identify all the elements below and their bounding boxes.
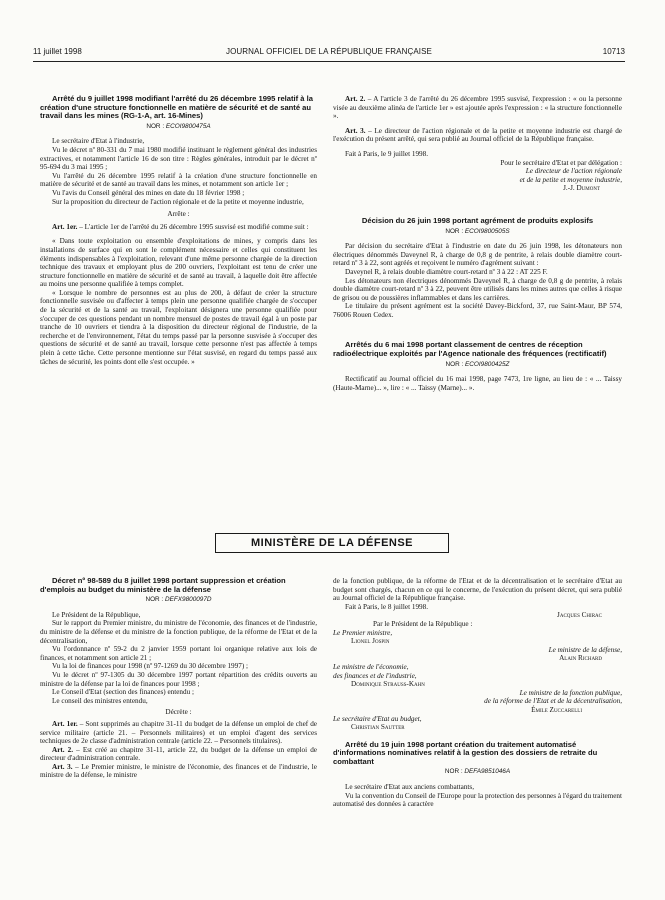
paragraph: Daveynel R, à relais double diamètre court-retard nº 3 à 22 : AT 225 F. [345, 267, 548, 276]
nor-reference: NOR : ECOI9800425Z [445, 360, 510, 368]
paragraph: Le secrétaire d'Etat à l'industrie, [52, 137, 145, 146]
paragraph: Vu l'arrêté du 26 décembre 1995 relatif à la création d'une structure fonctionnelle en matière de sécurité et de santé au travail dans les mines, et notamment son article 1er ; [40, 171, 317, 189]
signatory-name: Alain Richard [559, 654, 602, 663]
paragraph: Rectificatif au Journal officiel du 16 mai 1998, page 7473, 1re ligne, au lieu de : « ... Taissy (Haute-Marne)... », lire : « ... Taissy (Marne)... ». [333, 375, 622, 392]
signatory-name: Émile Zuccarelli [531, 705, 582, 714]
article-2: Art. 2. – Est créé au chapitre 31-11, article 22, du budget de la défense un emploi de directeur d'administration centrale. [40, 745, 318, 763]
par-le-president: Par le Président de la République : [373, 619, 473, 628]
signatory-name: J.-J. Dumont [563, 184, 600, 193]
paragraph: Sur la proposition du directeur de l'action régionale et de la petite et moyenne industrie, [52, 197, 304, 206]
column-1 [40, 95, 317, 366]
signatory-name: Lionel Jospin [351, 637, 390, 646]
page-header [33, 47, 625, 59]
arrete-19-juin-title: Arrêté du 19 juin 1998 portant création du traitement automatisé d'informations nominatives relatif à la gestion des dossiers de retraite du combattant [333, 739, 598, 766]
paragraph: Vu le décret nº 80-331 du 7 mai 1980 modifié instituant le règlement général des industries extractives, et notamment l'article 16 de son titre : Règles générales, introduit par le décret nº 95-694 du 3 mai 1995 ; [40, 145, 317, 172]
signatory-role: Le ministre de l'économie, [333, 662, 409, 671]
signatory-role: Le directeur de l'action régionale [525, 167, 622, 176]
arrete-9-juillet-title: Arrêté du 9 juillet 1998 modifiant l'arrêté du 26 décembre 1995 relatif à la création d'une structure fonctionnelle en matière de sécurité et de santé au travail dans les mines (RG-1-A, art. 16-Mines) [40, 94, 313, 121]
article-1: Art. 1er. – L'article 1er de l'arrêté du 26 décembre 1995 susvisé est modifié comme suit : [52, 222, 309, 231]
quoted-paragraph: « Dans toute exploitation ou ensemble d'exploitations de mines, y compris dans les installations de surface qui en sont le complément nécessaire et celles qui constituent les éléments indispensables à l'exploitation, relevant d'une même personne chargée de la direction technique des travaux et employant plus de 200 ouvriers, l'exploitant est tenu de créer une structure fonctionnelle en matière de sécurité et de santé au travail, à laquelle doit être affectée au moins une personne qualifiée à temps complet. [40, 237, 317, 289]
decret-98-589-title: Décret nº 98-589 du 8 juillet 1998 portant suppression et création d'emplois au budget du ministère de la défense [40, 576, 286, 594]
paragraph: Vu l'ordonnance nº 59-2 du 2 janvier 1959 portant loi organique relative aux lois de finances, et notamment son article 21 ; [40, 645, 317, 662]
paragraph: Le conseil des ministres entendu, [52, 696, 148, 705]
signatory-role: Le ministre de la fonction publique, [519, 688, 622, 697]
signatory-role: Le secrétaire d'Etat au budget, [333, 714, 422, 723]
paragraph: Par décision du secrétaire d'Etat à l'industrie en date du 26 juin 1998, les détonateurs non électriques dénommés Daveynel R, à charge de 0,8 g de pentrite, à relais double diamètre court-retard nº 3 à 22, sont agréés et reçoivent le numéro d'agrément suivant : [333, 242, 622, 268]
header-page-number: 10713 [602, 47, 625, 56]
nor-reference: NOR : ECOI9800505S [445, 227, 510, 235]
decision-26-juin-title: Décision du 26 juin 1998 portant agrément de produits explosifs [361, 215, 594, 225]
paragraph: Le titulaire du présent agrément est la société Davey-Bickford, 37, rue Saint-Maur, BP 574, 76006 Rouen Cedex. [333, 302, 622, 319]
signatory-role: des finances et de l'industrie, [333, 671, 417, 680]
paragraph: Vu l'avis du Conseil général des mines en date du 18 février 1998 ; [52, 188, 245, 197]
signatory-name: Dominique Strauss-Kahn [351, 680, 425, 689]
column-2 [333, 95, 622, 392]
signatory-role: Le Premier ministre, [333, 628, 393, 637]
nor-reference: NOR : DEFA9851046A [444, 768, 511, 776]
header-journal-title: JOURNAL OFFICIEL DE LA RÉPUBLIQUE FRANÇAISE [226, 47, 432, 56]
column-3 [40, 577, 317, 780]
paragraph: Les détonateurs non électriques dénommés Daveynel R, à charge de 0,8 g de pentrite, à relais double diamètre court-retard nº 3 à 22, peuvent être utilisés dans les mines autres que celles à risque de grisou ou de poussières inflammables et dans les carrières. [333, 276, 622, 302]
header-rule [33, 61, 625, 62]
article-3: Art. 3. – Le Premier ministre, le ministre de l'économie, des finances et de l'industrie, le ministre de la défense, le ministre [40, 762, 317, 780]
paragraph: Le secrétaire d'Etat aux anciens combattants, [345, 783, 475, 792]
signatory-role: Le ministre de la défense, [548, 645, 622, 654]
signatory-name: Jacques Chirac [557, 611, 602, 620]
paragraph: Vu la convention du Conseil de l'Europe pour la protection des personnes à l'égard du traitement automatisé des données à caractère [333, 791, 623, 809]
article-3: Art. 3. – Le directeur de l'action régionale et de la petite et moyenne industrie est chargé de l'exécution du présent arrêté, qui sera publié au Journal officiel de la République française. [333, 126, 622, 144]
fait-a-paris: Fait à Paris, le 9 juillet 1998. [345, 149, 429, 158]
decrete-heading: Décrète : [165, 708, 192, 717]
nor-reference: NOR : DEFX9800097D [145, 596, 212, 604]
fait-a-paris: Fait à Paris, le 8 juillet 1998. [345, 602, 429, 611]
arrete-heading: Arrête : [167, 210, 190, 219]
column-4 [333, 577, 622, 809]
paragraph: Vu le décret nº 97-1305 du 30 décembre 1997 portant répartition des crédits ouverts au ministre de la défense par la loi de finances pour 1998 ; [40, 670, 317, 688]
signatory-role: et de la petite et moyenne industrie, [519, 175, 622, 184]
paragraph: Le Président de la République, [52, 610, 141, 619]
paragraph: Vu la loi de finances pour 1998 (nº 97-1269 du 30 décembre 1997) ; [52, 662, 249, 671]
signatory-name: Christian Sautter [351, 723, 405, 732]
header-date: 11 juillet 1998 [33, 47, 82, 56]
arretes-6-mai-title: Arrêtés du 6 mai 1998 portant classement de centres de réception radioélectrique exploités par l'Agence nationale des fréquences (rectificatif) [333, 340, 607, 359]
delegation-line: Pour le secrétaire d'Etat et par délégation : [500, 158, 622, 167]
article-2: Art. 2. – A l'article 3 de l'arrêté du 26 décembre 1995 susvisé, l'expression : « ou la personne visée au deuxième alinéa de l'article 1er » est ajoutée après l'expression : « la structure fonctionnelle ». [333, 95, 622, 121]
signatory-role: de la réforme de l'Etat et de la décentralisation, [484, 697, 622, 706]
article-1: Art. 1er. – Sont supprimés au chapitre 31-11 du budget de la défense un emploi de chef de service militaire (article 21. – Personnels militaires) et un emploi d'agent des services techniques de 2e classe d'administration centrale (article 22. – Personnels titulaires). [40, 719, 317, 746]
paragraph: Le Conseil d'Etat (section des finances) entendu ; [52, 688, 195, 697]
paragraph: de la fonction publique, de la réforme de l'Etat et de la décentralisation et le secrétaire d'Etat au budget sont chargés, chacun en ce qui le concerne, de l'exécution du présent décret, qui sera publié au Journal officiel de la République française. [333, 577, 622, 603]
ministry-banner: MINISTÈRE DE LA DÉFENSE [215, 533, 449, 553]
nor-reference: NOR : ECOI9800475A [146, 122, 211, 130]
quoted-paragraph: « Lorsque le nombre de personnes est au plus de 200, à défaut de créer la structure fonctionnelle susvisée ou d'affecter à temps plein une personne qualifiée chargée de s'occuper de la sécurité et de la santé au travail, l'exploitant désignera une personne qualifiée pour s'occuper de ces questions pendant un nombre mensuel de postes de travail égal à un poste par tranche de 10 ouvriers et tiendra à la disposition du directeur régional de l'industrie, de la recherche et de l'environnement, l'état du temps passé par la personne susvisée à s'occuper des questions de sécurité et de santé au travail, lorsque cette personne n'est pas affectée à temps plein à cette tâche. Cette personne mentionne sur l'état susvisé, en regard du temps passé aux tâches de sécurité, les points dont elle s'est occupée. » [40, 288, 317, 366]
paragraph: Sur le rapport du Premier ministre, du ministre de l'économie, des finances et de l'industrie, du ministre de la défense et du ministre de la fonction publique, de la réforme de l'Etat et de la décentralisation, [40, 619, 317, 645]
